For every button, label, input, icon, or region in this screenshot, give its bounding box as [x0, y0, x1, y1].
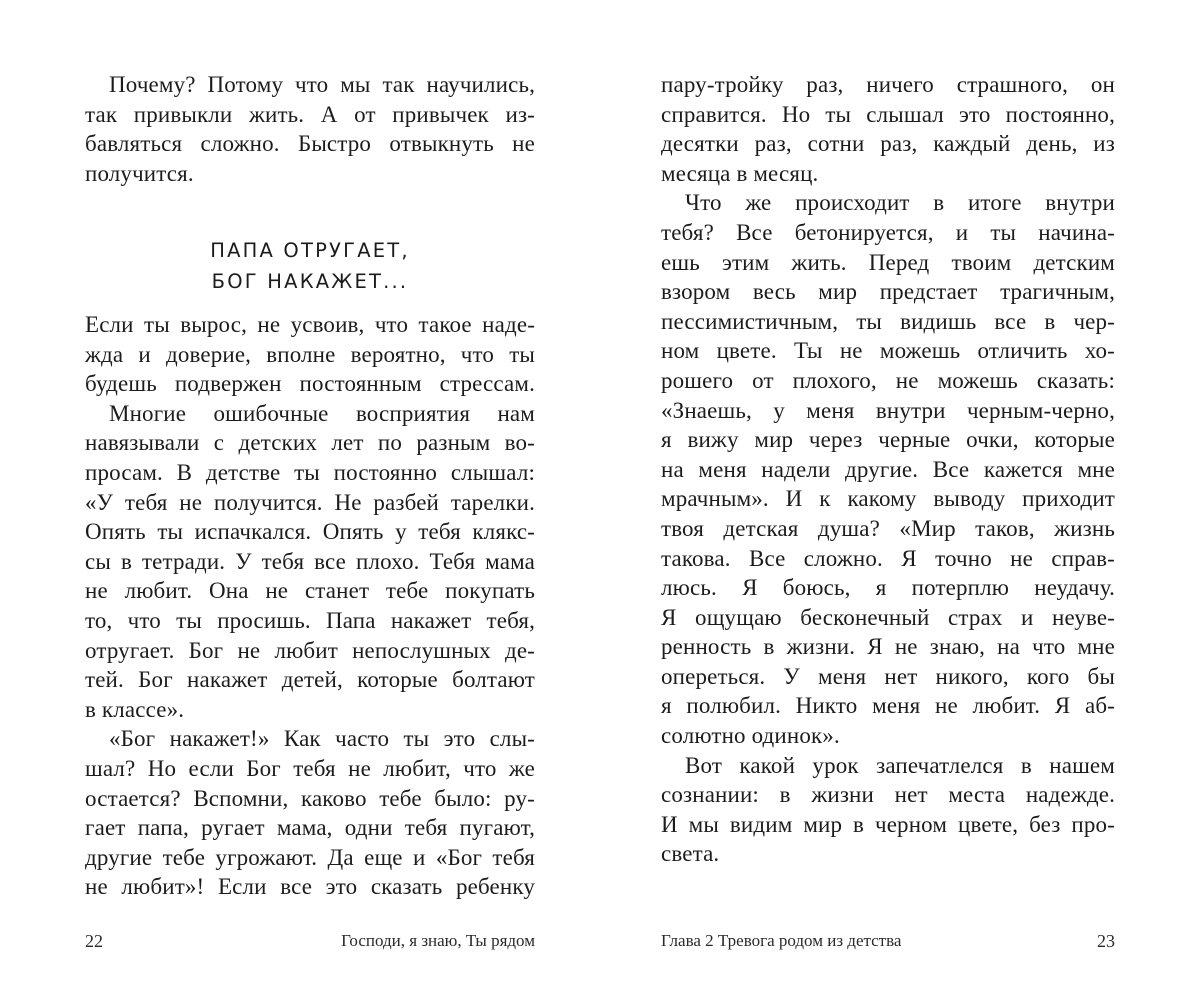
- text-line: другие тебе угрожают. Да еще и «Бог тебя: [85, 844, 535, 870]
- text-line: месяца в месяц.: [661, 160, 819, 186]
- text-line: «Бог накажет!» Как часто ты это слы-: [109, 726, 535, 752]
- text-line: солютно одинок».: [661, 723, 840, 749]
- text-line: пессимистичным, ты видишь все в чер-: [661, 308, 1115, 334]
- text-line: пару-тройку раз, ничего страшного, он: [661, 72, 1115, 97]
- text-line: Вот какой урок запечатлелся в нашем: [685, 752, 1115, 778]
- text-line: ном цвете. Ты не можешь отличить хо-: [661, 338, 1115, 364]
- text-line: так привыкли жить. А от привычек из-: [85, 101, 535, 127]
- running-title: Глава 2 Тревога родом из детства: [661, 931, 902, 950]
- section-heading: [85, 235, 535, 297]
- text-line: И мы видим мир в черном цвете, без про-: [661, 811, 1115, 837]
- text-line: Многие ошибочные восприятия нам: [109, 400, 535, 426]
- text-line: Почему? Потому что мы так научились,: [109, 72, 535, 97]
- text-line: тей. Бог накажет детей, которые болтают: [85, 667, 535, 693]
- text-line: сы в тетради. У тебя все плохо. Тебя мама: [85, 548, 535, 574]
- text-line: получится.: [85, 160, 194, 186]
- text-line: Опять ты испачкался. Опять у тебя клякс-: [85, 519, 535, 545]
- text-line: не любит. Она не станет тебе покупать: [85, 578, 535, 604]
- text-line: Если ты вырос, не усвоив, что такое наде-: [85, 312, 535, 337]
- text-line: гает папа, ругает мама, одни тебя пугают,: [85, 815, 535, 841]
- text-line: просам. В детстве ты постоянно слышал:: [85, 459, 535, 485]
- text-line: отругает. Бог не любит непослушных де-: [85, 637, 535, 663]
- text-line: Что же происходит в итоге внутри: [685, 190, 1115, 216]
- body-text: [85, 310, 535, 902]
- page-number: 23: [1097, 931, 1115, 951]
- text-line: взором весь мир предстает трагичным,: [661, 279, 1115, 305]
- text-line: твоя детская душа? «Мир таков, жизнь: [661, 515, 1115, 541]
- paragraph: [85, 70, 535, 188]
- text-line: остается? Вспомни, каково тебе было: ру-: [85, 785, 535, 811]
- text-line: я вижу мир через черные очки, которые: [661, 427, 1115, 453]
- text-line: бавляться сложно. Быстро отвыкнуть не: [85, 131, 535, 157]
- text-line: жда и доверие, вполне вероятно, что ты: [85, 341, 535, 367]
- text-line: Я ощущаю бесконечный страх и неуве-: [661, 604, 1115, 630]
- text-line: такова. Все сложно. Я точно не справ-: [661, 545, 1115, 571]
- heading-line: ПАПА ОТРУГАЕТ,: [210, 239, 410, 262]
- text-line: будешь подвержен постоянным стрессам.: [85, 371, 535, 397]
- left-page: [85, 0, 535, 1000]
- text-line: десятки раз, сотни раз, каждый день, из: [661, 131, 1115, 157]
- right-page: [661, 0, 1115, 1000]
- heading-line: БОГ НАКАЖЕТ...: [211, 270, 409, 293]
- text-line: справится. Но ты слышал это постоянно,: [661, 101, 1115, 127]
- text-line: сознании: в жизни нет места надежде.: [661, 782, 1115, 808]
- text-line: в классе».: [85, 696, 185, 722]
- text-line: я полюбил. Никто меня не любит. Я аб-: [661, 693, 1115, 719]
- text-line: навязывали с детских лет по разным во-: [85, 430, 535, 456]
- text-line: люсь. Я боюсь, я потерплю неудачу.: [661, 575, 1115, 601]
- text-line: тебя? Все бетонируется, и ты начина-: [661, 219, 1115, 245]
- text-line: «У тебя не получится. Не разбей тарелки.: [85, 489, 535, 515]
- text-line: мрачным». И к какому выводу приходит: [661, 486, 1115, 512]
- running-title: Господи, я знаю, Ты рядом: [341, 931, 535, 950]
- page-number: 22: [85, 931, 103, 951]
- text-line: рошего от плохого, не можешь сказать:: [661, 367, 1115, 393]
- text-line: не любит»! Если все это сказать ребенку: [85, 874, 535, 900]
- text-line: то, что ты просишь. Папа накажет тебя,: [85, 607, 535, 633]
- text-line: «Знаешь, у меня внутри черным-черно,: [661, 397, 1115, 423]
- text-line: ешь этим жить. Перед твоим детским: [661, 249, 1115, 275]
- text-line: света.: [661, 841, 720, 867]
- text-line: на меня надели другие. Все кажется мне: [661, 456, 1115, 482]
- text-line: шал? Но если Бог тебя не любит, что же: [85, 755, 535, 781]
- body-text: [661, 70, 1115, 869]
- text-line: опереться. У меня нет никого, кого бы: [661, 663, 1115, 689]
- text-line: ренность в жизни. Я не знаю, на что мне: [661, 634, 1115, 660]
